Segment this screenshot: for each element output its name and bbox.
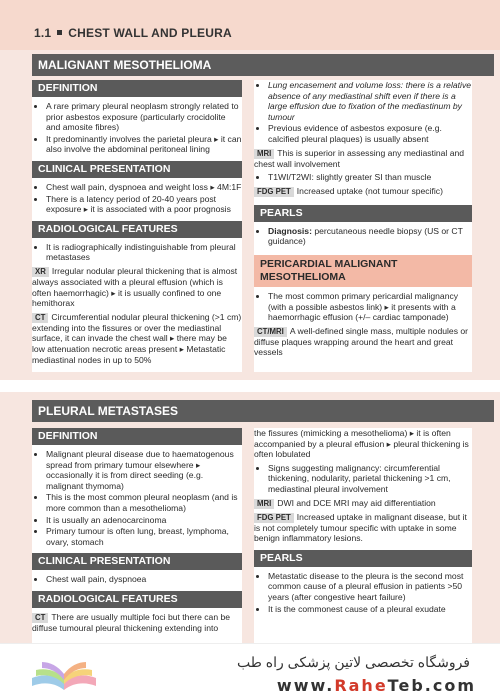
list-item: • There is a latency period of 20-40 years post exposure ▸ it is associated with a poor prognosis — [46, 194, 242, 215]
list-item: • Previous evidence of asbestos exposure (e.g. calcified pleural plaques) is usually absent — [268, 123, 472, 144]
pearls-list — [254, 226, 472, 247]
pearls-text: percutaneous needle biopsy (US or CT guidance) — [268, 225, 463, 247]
mri-tag: MRI — [254, 499, 274, 509]
pearls-list — [254, 571, 472, 614]
ct-paragraph — [32, 312, 242, 365]
mri-paragraph — [254, 148, 472, 170]
list-item: • This is the most common pleural neoplasm (and is more common than a mesothelioma) — [46, 492, 242, 513]
mri-text: This is superior in assessing any mediastinal and chest wall involvement — [254, 147, 465, 169]
pet-text: Increased uptake (not tumour specific) — [296, 185, 443, 196]
ct-text: There are usually multiple foci but there can be diffuse tumoural pleural thickening extending into — [32, 611, 231, 633]
radiological-heading: RADIOLOGICAL FEATURES — [32, 221, 242, 238]
right-list — [254, 463, 472, 495]
definition-heading: DEFINITION — [32, 428, 242, 445]
xr-tag: XR — [32, 267, 49, 277]
clinical-list — [32, 182, 242, 215]
definition-list — [32, 449, 242, 547]
pet-tag: FDG PET — [254, 187, 294, 197]
metastases-right-column — [254, 428, 472, 643]
page-header-band — [0, 0, 500, 50]
pet-text: Increased uptake in malignant disease, but it is not completely tumour specific with uptake in some benign inflammatory lesions. — [254, 511, 467, 544]
list-item: • Metastatic disease to the pleura is the second most common cause of a pleural effusion in patients >50 years (after congestive heart failure) — [268, 571, 472, 603]
store-name: فروشگاه تخصصی لاتین پزشکی راه طب — [237, 654, 470, 670]
list-item: • Primary tumour is often lung, breast, lymphoma, ovary, stomach — [46, 526, 242, 547]
ct-tag: CT — [32, 613, 48, 623]
list-item: • T1WI/T2WI: slightly greater SI than muscle — [268, 172, 472, 183]
pearls-heading: PEARLS — [254, 550, 472, 567]
pearls-label: Diagnosis: — [268, 225, 312, 236]
book-logo-icon — [28, 652, 100, 692]
pet-paragraph — [254, 186, 472, 197]
ctmri-text: A well-defined single mass, multiple nodules or diffuse plaques wrapping around the heart and great vessels — [254, 325, 469, 358]
section-number: 1.1 — [34, 26, 52, 40]
footer-divider — [0, 643, 500, 644]
mri-sub-list — [254, 172, 472, 183]
list-item: • Signs suggesting malignancy: circumferential thickening, nodularity, parietal thickening >1 cm, mediastinal pleural involvement — [268, 463, 472, 495]
list-item — [268, 226, 472, 247]
xr-text: Irregular nodular pleural thickening that is almost always associated with a pleural effusion (which is often haemorrhagic) ▸ it is usually confined to one hemithorax — [32, 265, 238, 309]
ct-paragraph — [32, 612, 242, 634]
mri-tag: MRI — [254, 149, 274, 159]
chapter-title: CHEST WALL AND PLEURA — [68, 26, 232, 40]
list-item: • A rare primary pleural neoplasm strongly related to prior asbestos exposure (particularly crocidolite and amosite fibres) — [46, 101, 242, 133]
list-item: • It is usually an adenocarcinoma — [46, 515, 242, 526]
list-item: • Chest wall pain, dyspnoea and weight loss ▸ 4M:1F — [46, 182, 242, 193]
page-header — [34, 26, 232, 40]
pearls-heading: PEARLS — [254, 205, 472, 222]
ct-text: Circumferential nodular pleural thickening (>1 cm) extending into the fissures or over the mediastinal surface, it can invade the chest wall ▸ there may be low attenuation necrotic areas present ▸ Metastatic mediastinal nodes in up to 50% — [32, 311, 242, 365]
mesothelioma-left-column — [32, 80, 242, 372]
radiological-list — [32, 242, 242, 263]
list-item: • The most common primary pericardial malignancy (with a possible asbestos link) ▸ it presents with a haemorrhagic effusion (+/– cardiac tamponade) — [268, 291, 472, 323]
mri-paragraph — [254, 498, 472, 509]
mesothelioma-right-column — [254, 80, 472, 372]
list-item: • Lung encasement and volume loss: there is a relative absence of any mediastinal shift even if there is a large effusion due to fixation of the mediastinum by tumour — [268, 80, 472, 122]
list-item: • It is radiographically indistinguishable from pleural metastases — [46, 242, 242, 263]
list-item: • Chest wall pain, dyspnoea — [46, 574, 242, 585]
radiological-heading: RADIOLOGICAL FEATURES — [32, 591, 242, 608]
xr-paragraph — [32, 266, 242, 309]
continued-paragraph: the fissures (mimicking a mesothelioma) ▸ it is often accompanied by a pleural effusion ▸ pleural thickening is often lobulated — [254, 428, 469, 460]
pet-paragraph — [254, 512, 472, 544]
clinical-heading: CLINICAL PRESENTATION — [32, 161, 242, 178]
ctmri-paragraph — [254, 326, 472, 358]
pericardial-heading: PERICARDIAL MALIGNANT MESOTHELIOMA — [254, 255, 472, 287]
right-list — [254, 80, 472, 145]
definition-list — [32, 101, 242, 155]
mesothelioma-title: MALIGNANT MESOTHELIOMA — [32, 54, 494, 76]
list-item: • It is the commonest cause of a pleural exudate — [268, 604, 472, 615]
definition-heading: DEFINITION — [32, 80, 242, 97]
list-item: • It predominantly involves the parietal pleura ▸ it can also involve the abdominal peritoneal lining — [46, 134, 242, 155]
website-link[interactable]: www.RaheTeb.com — [276, 676, 476, 695]
ctmri-tag: CT/MRI — [254, 327, 287, 337]
pericardial-list — [254, 291, 472, 323]
clinical-heading: CLINICAL PRESENTATION — [32, 553, 242, 570]
list-item: • Malignant pleural disease due to haematogenous spread from primary tumour elsewhere ▸ occasionally it is from direct seeding (e.g. malignant thymoma) — [46, 449, 242, 491]
metastases-title: PLEURAL METASTASES — [32, 400, 494, 422]
ct-tag: CT — [32, 313, 48, 323]
pet-tag: FDG PET — [254, 513, 294, 523]
metastases-left-column — [32, 428, 242, 643]
square-bullet-icon — [57, 30, 62, 35]
clinical-list — [32, 574, 242, 585]
mri-text: DWI and DCE MRI may aid differentiation — [277, 497, 436, 508]
